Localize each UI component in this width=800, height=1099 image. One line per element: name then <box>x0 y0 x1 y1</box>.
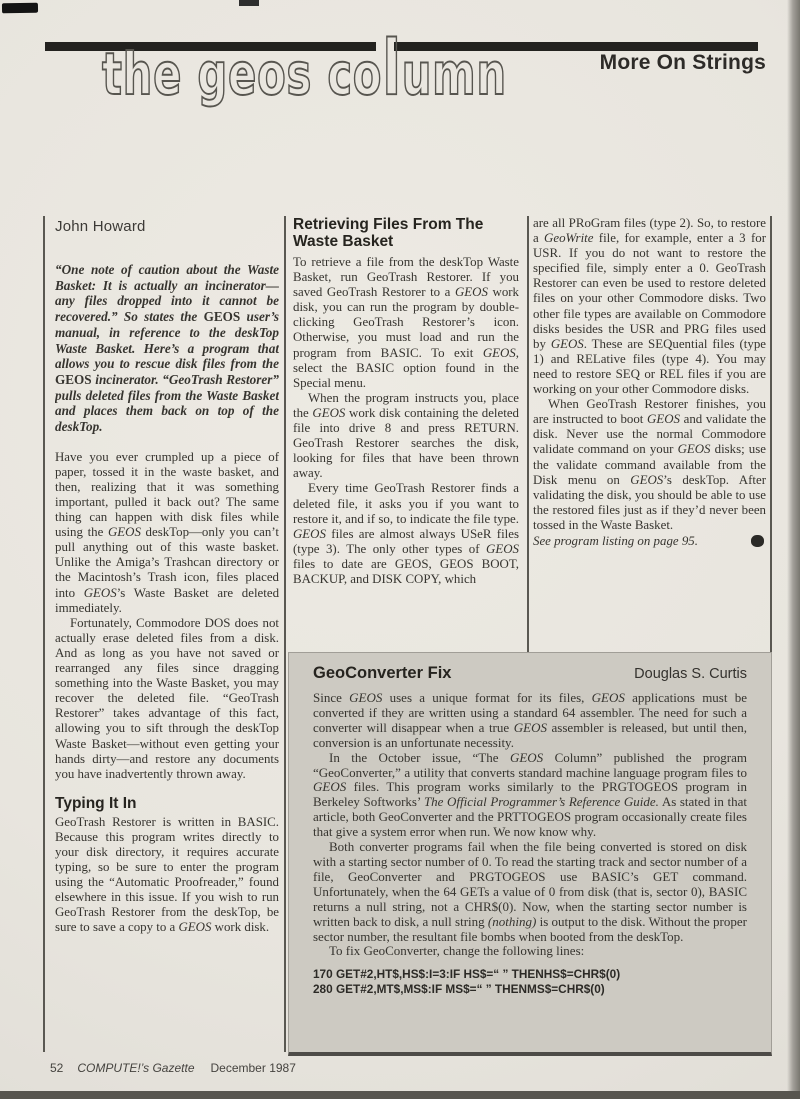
paragraph <box>533 216 766 397</box>
text-run: To retrieve a file from the deskTop Waste Basket, run GeoTrash Restorer. If you saved GeoTrash Restorer to a <box>293 255 519 300</box>
sidebar-box-geoconverter-fix <box>288 652 772 1056</box>
text-run: GeoTrash Restorer is written in BASIC. Because this program writes directly to your disk directory, it requires accurate typing, so be sure to enter the program using the “Automatic Proofreader,” found elsewhere in this issue. If you wish to run GeoTrash Restorer from the deskTop, be sure to save a copy to a <box>55 814 279 935</box>
column-rule <box>43 216 45 1052</box>
section-heading: Retrieving Files From The Waste Basket <box>293 216 484 250</box>
text-run: GEOS <box>349 690 383 705</box>
text-run: ’s deskTop. After validating the disk, you should be able to use the restored files just as if they’d never been tossed in the Waste Basket. <box>533 472 766 532</box>
text-run: GEOS <box>486 541 519 556</box>
article-column-middle <box>293 216 519 652</box>
text-run: work disk. <box>211 920 270 935</box>
text-run: “One note of caution about the Waste Basket: It is actually an incinerator—any files dropped into it cannot be recovered.” So states the <box>55 262 279 325</box>
listing-note <box>533 534 766 549</box>
article-kicker: More On Strings <box>599 51 766 74</box>
scan-edge-bottom <box>0 1091 800 1099</box>
text-run: In the October issue, “The <box>329 749 510 765</box>
text-run: files are almost always USeR files (type 3). The only other types of <box>293 526 519 556</box>
text-run: Since <box>313 690 350 705</box>
text-run: To fix GeoConverter, change the following lines: <box>329 943 585 959</box>
text-run: Fortunately, Commodore DOS does not actually erase deleted files from a disk. And as long as you have not saved or rearranged any files since dragging something into the Waste Basket, you may recover the deleted file. “GeoTrash Restorer” takes advantage of this fact, allowing you to sift through the deskTop Waste Basket—without even getting your hands dirty—and restore any documents you have inadvertently thrown away. <box>55 615 279 781</box>
text-run: GEOS <box>203 309 241 325</box>
paragraph <box>293 391 519 482</box>
sidebar-box-body <box>313 691 747 959</box>
text-run: GEOS <box>509 749 544 765</box>
paragraph <box>313 751 747 840</box>
paragraph <box>533 397 766 533</box>
column-rule <box>527 216 529 652</box>
logo-text: the geos co <box>102 40 383 108</box>
text-run: (nothing) <box>487 913 537 929</box>
text-run: GEOS <box>630 472 664 487</box>
text-run: . These are SEQuential files (type 1) and RELative files (type 4). You may need to restore SEQ or REL files if you are working on your other Commodore disks. <box>533 336 766 397</box>
page-number: 52 <box>50 1061 64 1075</box>
text-run: assembler is released, but until then, conversion is an unfortunate necessity. <box>313 719 747 750</box>
basic-code-listing <box>313 967 747 997</box>
text-run: uses a unique format for its files, <box>382 690 592 705</box>
magazine-name: COMPUTE!’s Gazette <box>77 1061 195 1075</box>
text-run: GEOS <box>55 371 92 387</box>
paragraph <box>55 815 279 936</box>
text-run: user’s manual, in reference to the deskTop Waste Basket. Here’s a program that allows you to rescue disk files from the <box>55 309 279 372</box>
text-run: As stated in that article, both GeoConverter and the PRTTOGEOS program occasionally create files that give a system error when run. We now know why. <box>313 794 747 840</box>
text-run: GEOS <box>293 526 326 541</box>
scan-artifact <box>239 0 259 6</box>
text-run: files to date are GEOS, GEOS BOOT, BACKUP, and DISK COPY, which <box>293 556 519 586</box>
text-run: Have you ever crumpled up a piece of paper, tossed it in the waste basket, and then, realizing that it was something important, pulled it back out? The same thing can happen with disk files while using the <box>55 449 279 540</box>
paragraph <box>55 450 279 616</box>
text-run: Both converter programs fail when the file being converted is stored on disk with a starting sector number of 0. To read the starting track and sector number of a file, GeoConverter and PRGTOGEOS use BASIC’s GET command. Unfortunately, when the 64 GETs a value of 0 from disk (that is, sector 0), BASIC returns a null string, not a CHR$(0). Now, when the starting sector number is written back to disk, a null string <box>313 839 747 929</box>
text-run: GEOS <box>178 920 212 935</box>
logo-text: umn <box>401 40 507 108</box>
issue-date: December 1987 <box>210 1061 296 1075</box>
text-run: , select the BASIC option found in the Special menu. <box>293 345 519 390</box>
text-run: GEOS <box>312 405 346 420</box>
text-run: GEOS <box>677 442 711 457</box>
text-run: GEOS <box>513 719 547 735</box>
text-run: disks; use the validate command available from the Disk menu on <box>533 442 766 487</box>
logo-tall-l: l <box>382 23 402 112</box>
text-run: GEOS <box>83 585 117 600</box>
text-run: work disk containing the deleted file into drive 8 and press RETURN. GeoTrash Restorer searches the disk, looking for files that have been thrown away. <box>293 405 519 481</box>
code-line: 170 GET#2,HT$,HS$:I=3:IF HS$=“ ” THENHS$=CHR$(0) <box>313 967 621 982</box>
text-run: GEOS <box>647 412 680 427</box>
column-rule <box>770 216 772 652</box>
text-run: file, for example, enter a 3 for USR. If you do not want to restore the specified file, simply enter a 0. GeoTrash Restorer can even be used to restore deleted files on your other Commodore disks. Two other file types are available on Commodore disks besides the USR and PRG files used by <box>533 231 766 351</box>
column-logo <box>102 23 507 112</box>
byline: John Howard <box>55 218 146 235</box>
article-column-right <box>533 216 766 652</box>
text-run: GEOS <box>482 345 516 360</box>
sidebar-box-author: Douglas S. Curtis <box>634 666 747 682</box>
article-column-left <box>55 216 279 1058</box>
text-run: GEOS <box>550 336 584 351</box>
text-run: is output to the disk. Without the proper sector number, the resultant file bombs when booted from the deskTop. <box>313 913 747 944</box>
text-run: Every time GeoTrash Restorer finds a deleted file, it asks you if you want to restore it, and if so, to indicate the file type. <box>293 481 519 526</box>
text-run: GeoWrite <box>544 231 594 246</box>
paragraph <box>55 616 279 782</box>
text-run: GEOS <box>454 285 488 300</box>
sidebar-box-title: GeoConverter Fix <box>313 664 452 682</box>
text-run: GEOS <box>107 525 141 540</box>
paragraph <box>293 255 519 391</box>
text-run: are all PRoGram files (type 2). So, to restore a <box>533 216 766 246</box>
text-run: work disk, you can run the program by double-clicking GeoTrash Restorer’s icon. Otherwise, you must load and run the program from BASIC. To exit <box>293 285 519 360</box>
column-rule <box>284 216 286 1052</box>
text-run: See program listing on page 95. <box>533 533 698 548</box>
text-run: GEOS <box>313 779 347 795</box>
paragraph <box>293 481 519 587</box>
text-run: incinerator. “GeoTrash Restorer” pulls deleted files from the Waste Basket and places them back on top of the deskTop. <box>55 371 279 435</box>
text-run: The Official Programmer’s Reference Guide. <box>423 794 659 810</box>
page-footer <box>50 1061 296 1075</box>
text-run: When GeoTrash Restorer finishes, you are instructed to boot <box>533 397 766 427</box>
end-of-article-icon <box>751 535 764 547</box>
paragraph <box>313 691 747 751</box>
text-run: applications must be converted if they are written using a standard 64 assembler. The need for such a converter will disappear when a true <box>313 690 748 735</box>
text-run: When the program instructs you, place the <box>293 390 519 420</box>
scan-artifact <box>2 3 38 14</box>
text-run: ’s Waste Basket are deleted immediately. <box>55 585 279 615</box>
text-run: files. This program works similarly to the PRGTOGEOS program in Berkeley Softworks’ <box>313 779 747 810</box>
text-run: GEOS <box>591 690 625 705</box>
text-run: deskTop—only you can’t pull anything out of this waste basket. Unlike the Amiga’s Trashcan directory or the Macintosh’s Trash icon, files placed into <box>55 525 279 600</box>
lede-paragraph <box>55 262 279 435</box>
paragraph <box>313 944 747 959</box>
paragraph <box>313 840 747 944</box>
text-run: and validate the disk. Never use the normal Commodore validate command on your <box>533 412 766 457</box>
scan-edge-right <box>787 0 800 1099</box>
text-run: Column” published the program “GeoConverter,” a utility that converts standard machine language program files to <box>313 749 748 780</box>
sidebar-box-header <box>313 663 747 683</box>
code-line: 280 GET#2,MT$,MS$:IF MS$=“ ” THENMS$=CHR$(0) <box>313 982 605 997</box>
section-heading: Typing It In <box>55 794 137 812</box>
